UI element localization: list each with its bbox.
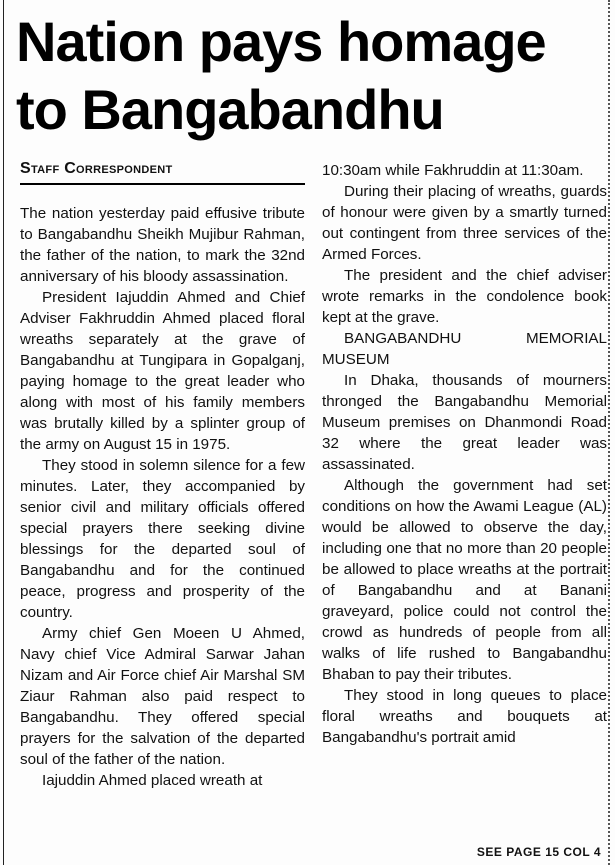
paragraph: In Dhaka, thousands of mourners thronged the Bangabandhu Memorial Museum premises on Dhanmondi Road 32 where the great leader was assassinated. bbox=[322, 372, 607, 473]
headline: Nation pays homage to Bangabandhu bbox=[16, 10, 546, 141]
article-column-right bbox=[322, 160, 607, 748]
paragraph: They stood in solemn silence for a few minutes. Later, they accompanied by senior civil and military officials offered special prayers there seeking divine blessings for the departed soul of Bangabandhu and for the continued peace, progress and prosperity of the country. bbox=[20, 457, 305, 621]
paragraph: Army chief Gen Moeen U Ahmed, Navy chief Vice Admiral Sarwar Jahan Nizam and Air Force chief Air Marshal SM Ziaur Rahman also paid respect to Bangabandhu. They offered special prayers for the salvation of the departed soul of the father of the nation. bbox=[20, 625, 305, 768]
right-dotted-rule bbox=[608, 0, 610, 865]
left-column-rule bbox=[3, 0, 4, 865]
paragraph: Iajuddin Ahmed placed wreath at bbox=[42, 772, 263, 789]
paragraph: The president and the chief adviser wrote remarks in the condolence book kept at the grave. bbox=[322, 267, 607, 326]
paragraph: President Iajuddin Ahmed and Chief Adviser Fakhruddin Ahmed placed floral wreaths separately at the grave of Bangabandhu at Tungipara in Gopalganj, paying homage to the great leader who along with most of his family members was brutally killed by a splinter group of the army on August 15 in 1975. bbox=[20, 289, 305, 453]
paragraph: 10:30am while Fakhruddin at 11:30am. bbox=[322, 162, 584, 179]
paragraph: Although the government had set conditions on how the Awami League (AL) would be allowed to observe the day, including one that no more than 20 people be allowed to place wreaths at the portrait of Bangabandhu and at Banani graveyard, police could not control the crowd as hundreds of people from all walks of life rushed to Bangabandhu Bhaban to pay their tributes. bbox=[322, 477, 607, 683]
paragraph: They stood in long queues to place floral wreaths and bouquets at Bangabandhu's portrait amid bbox=[322, 687, 607, 746]
paragraph: The nation yesterday paid effusive tribute to Bangabandhu Sheikh Mujibur Rahman, the father of the nation, to mark the 32nd anniversary of his bloody assassination. bbox=[20, 205, 305, 285]
paragraph: During their placing of wreaths, guards of honour were given by a smartly turned out contingent from three services of the Armed Forces. bbox=[322, 183, 607, 263]
byline: Staff Correspondent bbox=[20, 158, 305, 185]
article-column-left bbox=[20, 158, 305, 791]
subheading: BANGABANDHU MEMORIAL MUSEUM bbox=[322, 330, 607, 368]
continued-on-label: SEE PAGE 15 COL 4 bbox=[476, 845, 601, 859]
